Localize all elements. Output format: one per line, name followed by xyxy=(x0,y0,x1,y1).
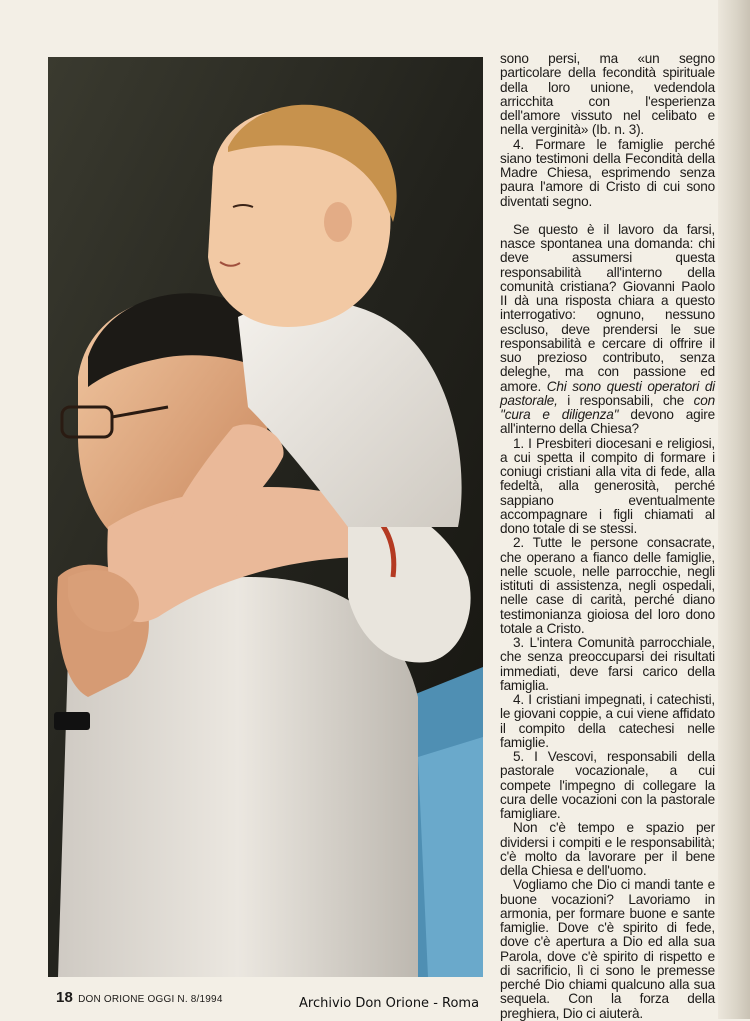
text-run: 5. I Vescovi, responsabili della pastorale vocazionale, a cui compete l'impegno di collegare la cura delle vocazioni con la pastorale famigliare. xyxy=(500,749,715,821)
text-run: i responsabili, che xyxy=(557,392,694,408)
text-run: devono agire all'interno della Chiesa? xyxy=(500,407,715,437)
article-paragraph xyxy=(500,878,715,1021)
text-run: Non c'è tempo e spazio per dividersi i compiti e le responsabilità; c'è molto da lavorare per il bene della Chiesa e dell'uomo. xyxy=(500,820,715,878)
publication-name: DON ORIONE OGGI N. 8/1994 xyxy=(78,994,223,1005)
archive-watermark: Archivio Don Orione - Roma xyxy=(299,996,480,1011)
italic-text: Chi sono questi operatori di pastorale, xyxy=(500,378,716,408)
text-run: Vogliamo che Dio ci mandi tante e buone vocazioni? Lavoriamo in armonia, per formare buone e sante famiglie. Dove c'è spirito di fede, dove c'è apertura a Dio ed alla sua Parola, dove c'è spirito di rispetto e di sacrificio, lì ci sono le premesse perché Dio chiami qualcuno alla sua sequela. Con la forza della preghiera, Dio ci aiuterà. xyxy=(500,877,715,1021)
page-number: 18 xyxy=(56,989,74,1006)
article-paragraph xyxy=(500,636,715,693)
article-paragraph xyxy=(500,821,715,878)
article-paragraph xyxy=(500,536,715,636)
article-paragraph xyxy=(500,750,715,821)
text-run: 4. I cristiani impegnati, i catechisti, le giovani coppie, a cui viene affidato il compito della catechesi nelle famiglie. xyxy=(500,692,715,750)
article-paragraph xyxy=(500,223,715,437)
article-paragraph xyxy=(500,138,715,209)
page-edge-shadow xyxy=(718,0,750,1019)
text-run: 2. Tutte le persone consacrate, che operano a fianco delle famiglie, nelle scuole, nelle parrocchie, negli istituti di assistenza, negli ospedali, nelle case di carità, perché diano testimonianza gioiosa del loro dono totale a Cristo. xyxy=(500,535,715,636)
page-footer xyxy=(56,989,223,1006)
italic-text: con ''cura e diligenza'' xyxy=(500,392,715,422)
photo-father-child xyxy=(48,57,483,977)
text-run: Se questo è il lavoro da farsi, nasce spontanea una domanda: chi deve assumersi questa responsabilità all'interno della comunità cristiana? Giovanni Paolo II dà una risposta chiara a questo interrogativo: ognuno, nessuno escluso, deve prendersi le sue responsabilità e cercare di offrire il suo prezioso contributo, senza deleghe, ma con passione ed amore. xyxy=(500,221,715,394)
article-paragraph xyxy=(500,52,715,138)
article-text-column xyxy=(500,52,715,1021)
text-run: 1. I Presbiteri diocesani e religiosi, a cui spetta il compito di formare i coniugi cristiani alla vita di fede, alla fedeltà, alla generosità, perché sappiano eventualmente accompagnare i figli chiamati al dono totale di se stessi. xyxy=(500,435,715,536)
article-paragraph xyxy=(500,437,715,537)
text-run: 4. Formare le famiglie perché siano testimoni della Fecondità della Madre Chiesa, esprimendo senza paura l'amore di Cristo di cui sono diventati segno. xyxy=(500,136,715,209)
article-paragraph xyxy=(500,693,715,750)
text-run: 3. L'intera Comunità parrocchiale, che senza preoccuparsi dei risultati immediati, deve farsi carico della famiglia. xyxy=(500,635,715,693)
text-run: sono persi, ma «un segno particolare della fecondità spirituale della loro unione, vedendola arricchita con l'esperienza dell'amore vissuto nel celibato e nella verginità» (Ib. n. 3). xyxy=(500,51,715,138)
